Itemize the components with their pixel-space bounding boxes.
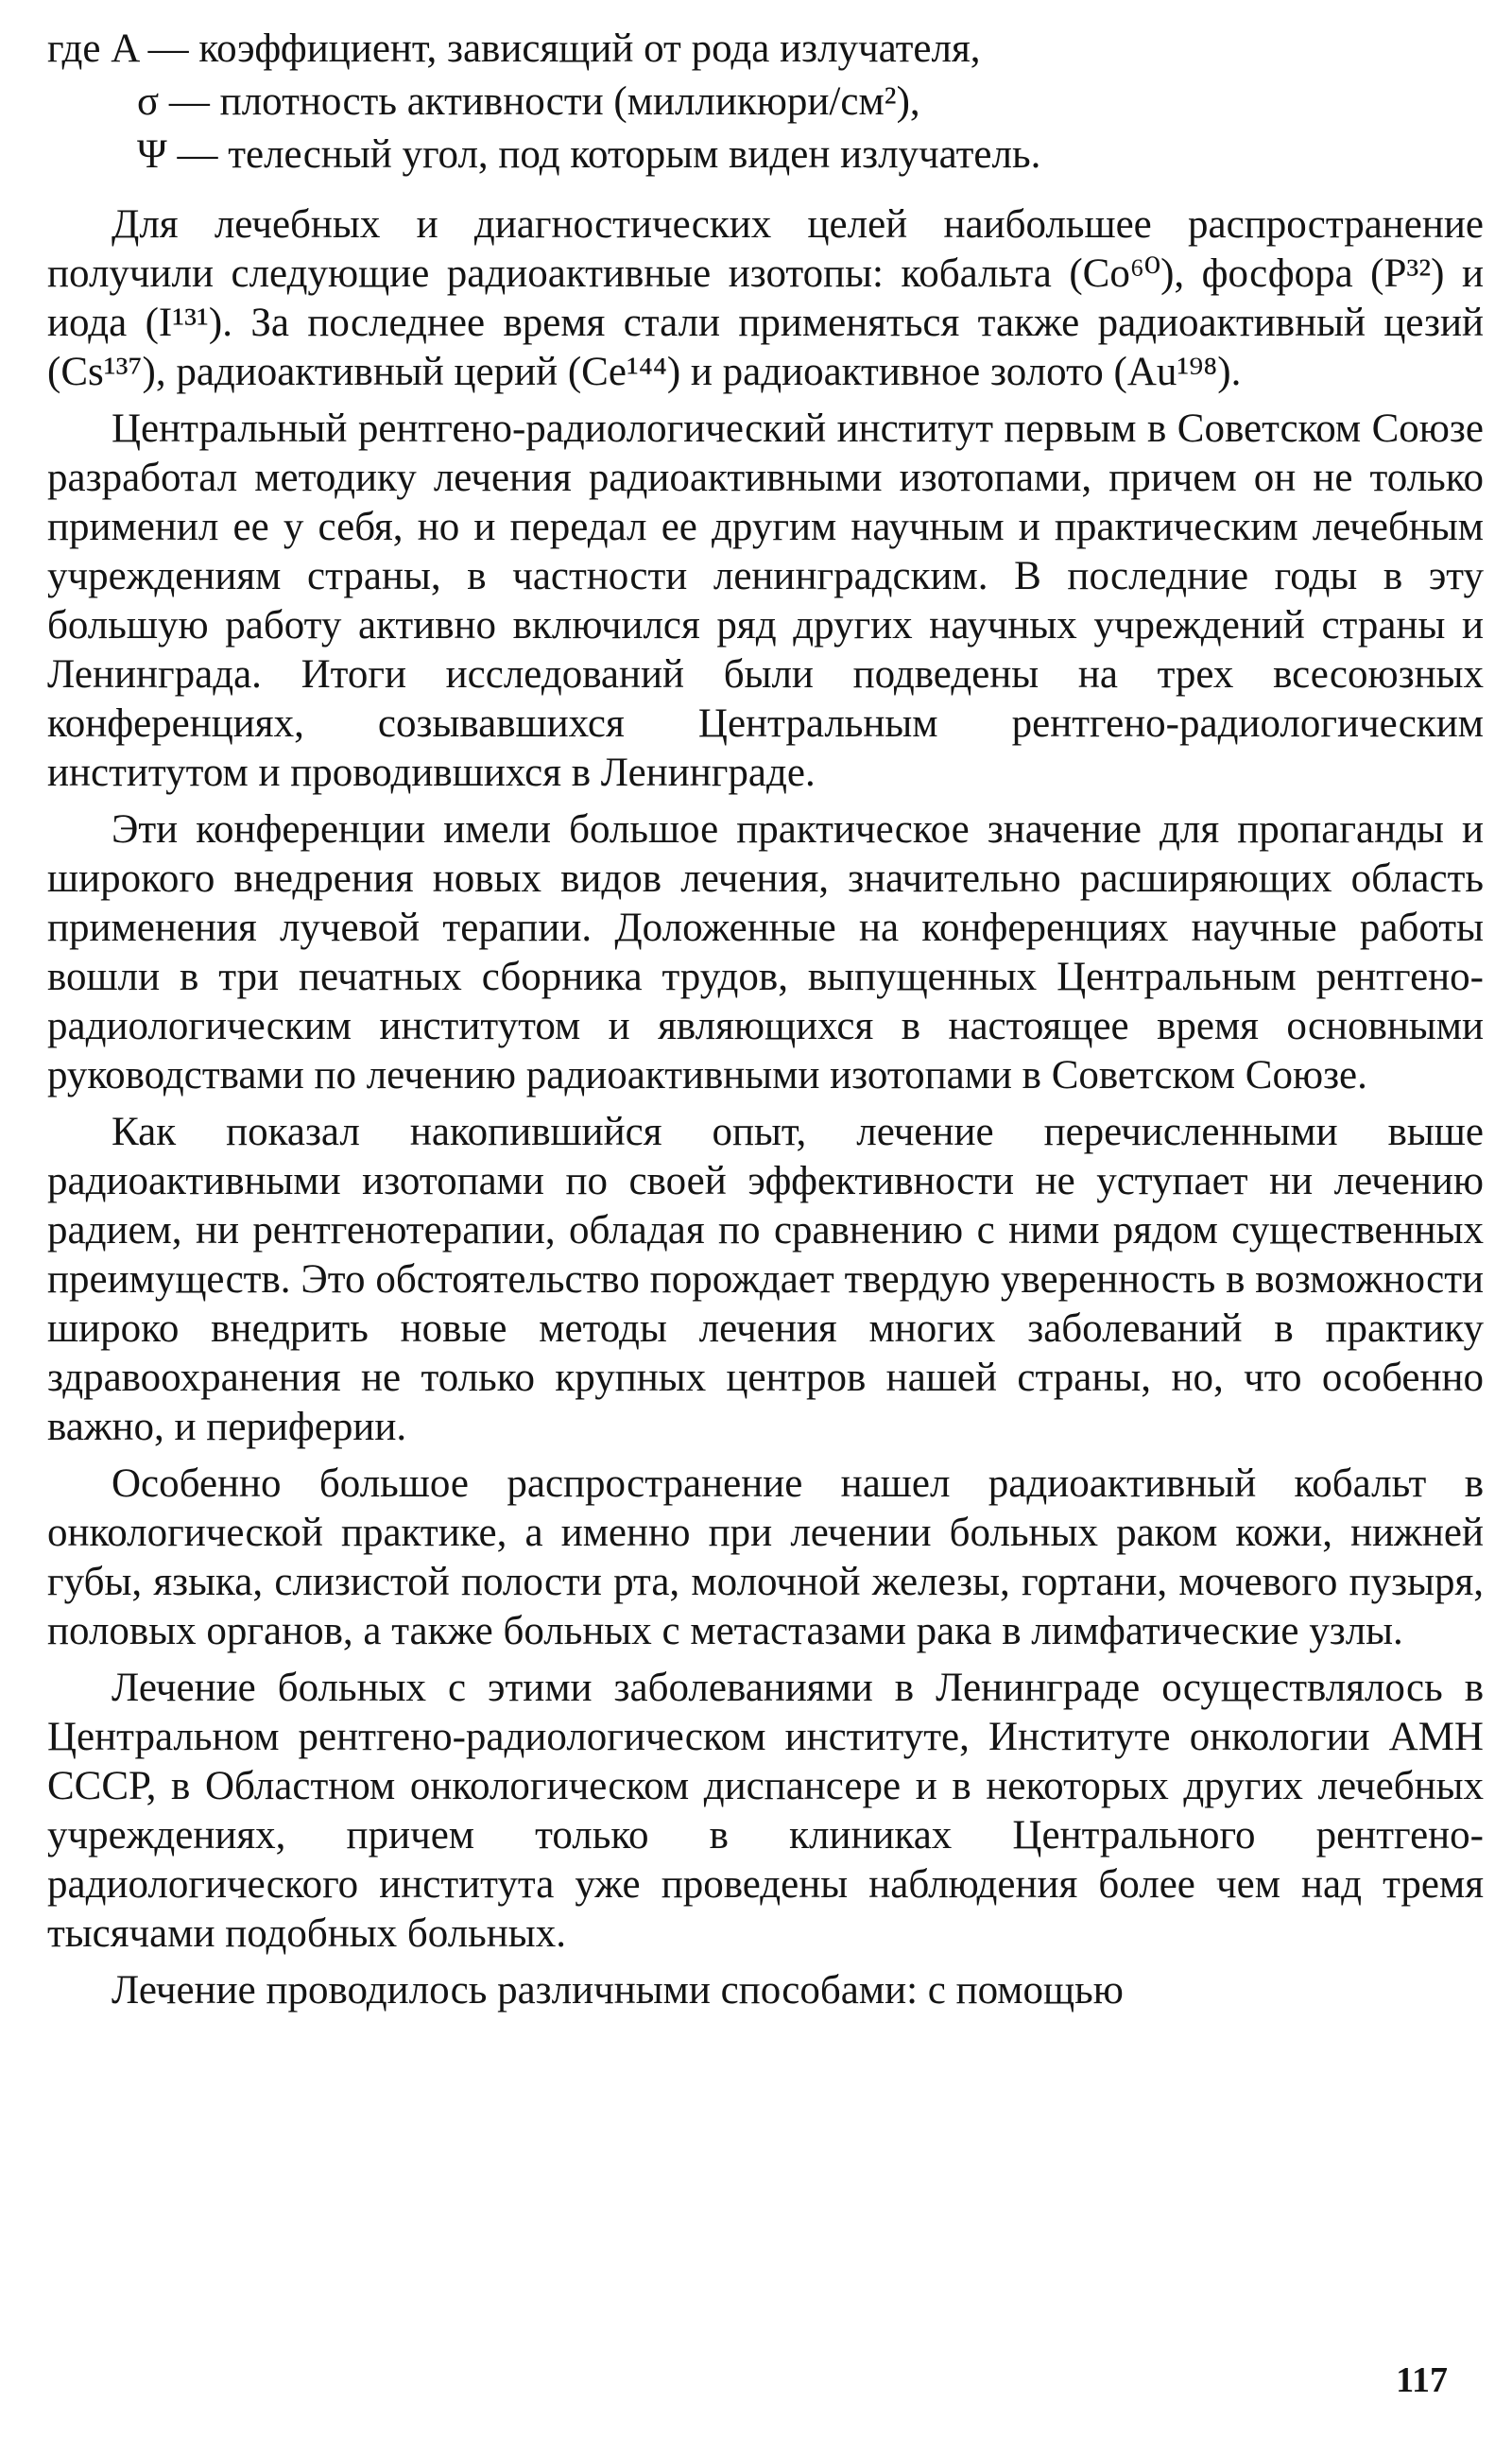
formula-legend <box>47 23 1484 181</box>
document-page <box>47 23 1484 2424</box>
paragraph-institute-method: Центральный рентгено-радиологический институт первым в Советском Союзе разработал методику лечения радиоактивными изотопами, причем он не только применил ее у себя, но и передал ее другим научным и практическим лечебным учреждениям страны, в частности ленинградским. В последние годы в эту большую работу активно включился ряд других научных учреждений страны и Ленинграда. Итоги исследований были подведены на трех всесоюзных конференциях, созывавшихся Центральным рентгено-радиологическим институтом и проводившихся в Ленинграде. <box>47 406 1484 795</box>
paragraph-cobalt: Особенно большое распространение нашел радиоактивный кобальт в онкологической практике, а именно при лечении больных раком кожи, нижней губы, языка, слизистой полости рта, молочной железы, гортани, мочевого пузыря, половых органов, а также больных с метастазами рака в лимфатические узлы. <box>47 1461 1484 1653</box>
legend-line-activity-density: σ — плотность активности (милликюри/см²), <box>137 79 920 124</box>
paragraph-leningrad-treatment: Лечение больных с этими заболеваниями в Ленинграде осуществлялось в Центральном рентгено-радиологическом институте, Институте онкологии АМН СССР, в Областном онкологическом диспансере и в некоторых других лечебных учреждениях, причем только в клиниках Центрального рентгено-радиологического института уже проведены наблюдения более чем над тремя тысячами подобных больных. <box>47 1666 1484 1956</box>
paragraph-methods: Лечение проводилось различными способами: с помощью <box>112 1968 1124 2013</box>
legend-line-solid-angle: Ψ — телесный угол, под которым виден излучатель. <box>137 132 1041 177</box>
paragraph-experience: Как показал накопившийся опыт, лечение перечисленными выше радиоактивными изотопами по своей эффективности не уступает ни лечению радием, ни рентгенотерапии, обладая по сравнению с ними рядом существенных преимуществ. Это обстоятельство порождает твердую уверенность в возможности широко внедрить новые методы лечения многих заболеваний в практику здравоохранения не только крупных центров нашей страны, но, что особенно важно, и периферии. <box>47 1110 1484 1449</box>
legend-line-coefficient: где A — коэффициент, зависящий от рода излучателя, <box>47 26 981 71</box>
paragraph-conferences: Эти конференции имели большое практическое значение для пропаганды и широкого внедрения новых видов лечения, значительно расширяющих область применения лучевой терапии. Доложенные на конференциях научные работы вошли в три печатных сборника трудов, выпущенных Центральным рентгено-радиологическим институтом и являющихся в настоящее время основными руководствами по лечению радиоактивными изотопами в Советском Союзе. <box>47 807 1484 1097</box>
page-number: 117 <box>1396 2360 1448 2400</box>
paragraph-isotopes: Для лечебных и диагностических целей наибольшее распространение получили следующие радиоактивные изотопы: кобальта (Co⁶⁰), фосфора (P³²) и иода (I¹³¹). За последнее время стали применяться также радиоактивный цезий (Cs¹³⁷), радиоактивный церий (Ce¹⁴⁴) и радиоактивное золото (Au¹⁹⁸). <box>47 202 1484 394</box>
